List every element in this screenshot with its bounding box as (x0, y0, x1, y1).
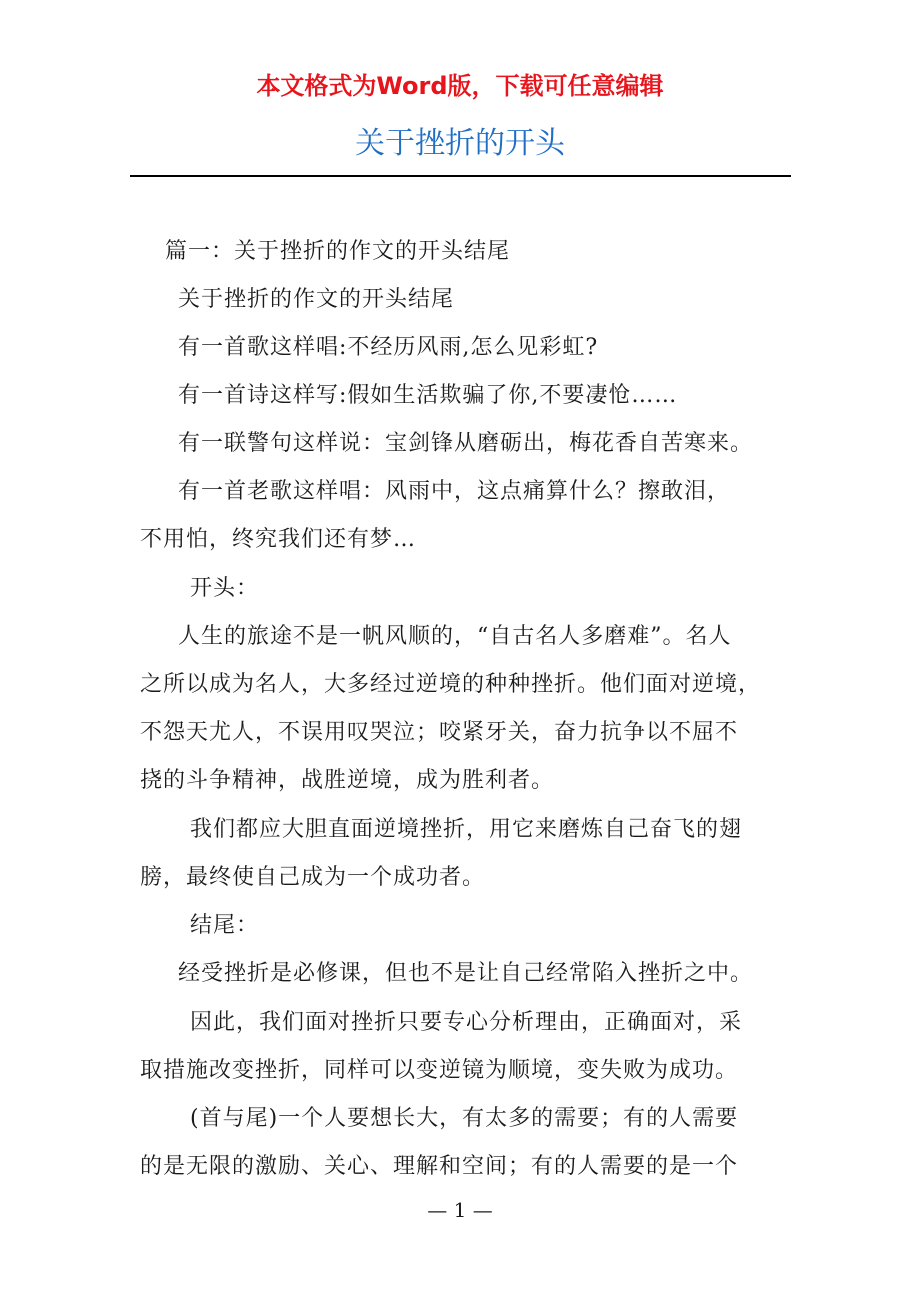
page-number: — 1 — (427, 1198, 493, 1222)
body-line: 不用怕，终究我们还有梦… (140, 527, 417, 552)
body-line: (首与尾)一个人要想长大，有太多的需要；有的人需要 (190, 1106, 739, 1131)
section-heading: 篇一：关于挫折的作文的开头结尾 (165, 239, 511, 264)
body-line: 我们都应大胆直面逆境挫折，用它来磨炼自己奋飞的翅 (190, 817, 743, 842)
body-line: 之所以成为名人，大多经过逆境的种种挫折。他们面对逆境， (140, 672, 762, 697)
body-line: 因此，我们面对挫折只要专心分析理由，正确面对，采 (190, 1010, 743, 1035)
body-line: 不怨天尤人，不误用叹哭泣；咬紧牙关，奋力抗争以不屈不 (140, 720, 739, 745)
opening-label: 开头： (190, 576, 260, 601)
title-divider (130, 175, 791, 177)
body-line: 取措施改变挫折，同样可以变逆镜为顺境，变失败为成功。 (140, 1058, 739, 1083)
body-line: 挠的斗争精神，战胜逆境，成为胜利者。 (140, 768, 555, 793)
body-line: 膀，最终使自己成为一个成功者。 (140, 865, 486, 890)
article-subtitle: 关于挫折的作文的开头结尾 (178, 287, 455, 312)
body-line: 有一首歌这样唱:不经历风雨,怎么见彩虹? (178, 335, 599, 360)
document-title: 关于挫折的开头 (355, 126, 565, 161)
body-line: 的是无限的激励、关心、理解和空间；有的人需要的是一个 (140, 1154, 739, 1179)
body-line: 经受挫折是必修课，但也不是让自己经常陷入挫折之中。 (178, 961, 754, 986)
format-banner: 本文格式为Word版，下载可任意编辑 (256, 72, 664, 100)
ending-label: 结尾： (190, 913, 260, 938)
body-line: 有一首诗这样写:假如生活欺骗了你,不要凄怆…… (178, 383, 678, 408)
body-line: 有一首老歌这样唱：风雨中，这点痛算什么？擦敢泪， (178, 479, 731, 504)
body-line: 有一联警句这样说：宝剑锋从磨砺出，梅花香自苦寒来。 (178, 431, 754, 456)
body-line: 人生的旅途不是一帆风顺的，“自古名人多磨难”。名人 (178, 624, 732, 649)
